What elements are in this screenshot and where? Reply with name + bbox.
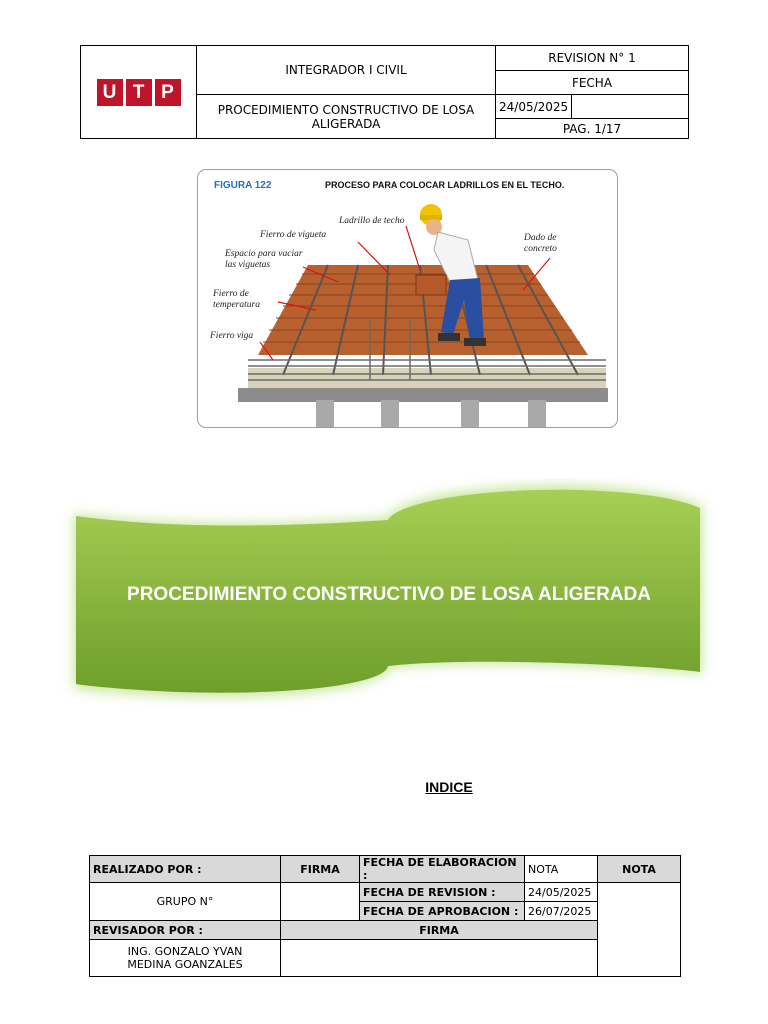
index-heading: INDICE bbox=[425, 779, 473, 795]
support-beam bbox=[238, 388, 608, 402]
firma-label: FIRMA bbox=[281, 856, 360, 883]
revisor-name: ING. GONZALO YVAN MEDINA GOANZALES bbox=[90, 940, 281, 977]
document-header-table bbox=[80, 45, 689, 139]
callout-fierro-vigueta: Fierro de vigueta bbox=[260, 230, 327, 240]
callout-dado: Dado de concreto bbox=[524, 233, 557, 254]
fecha-aprobacion-label: FECHA DE APROBACION : bbox=[360, 902, 525, 921]
figure-title: PROCESO PARA COLOCAR LADRILLOS EN EL TECHO. bbox=[325, 180, 565, 190]
callout-espacio: Espacio para vaciar las viguetas bbox=[225, 249, 303, 270]
approval-table bbox=[89, 855, 681, 977]
fecha-label: FECHA bbox=[496, 71, 689, 95]
fecha-elaboracion-label: FECHA DE ELABORACION : bbox=[360, 856, 525, 883]
firma-label-2: FIRMA bbox=[281, 921, 598, 940]
slab-edge bbox=[248, 368, 606, 388]
column-3 bbox=[461, 400, 479, 427]
header-date: 24/05/2025 bbox=[496, 95, 572, 119]
header-date-blank bbox=[572, 95, 689, 119]
logo-letter-u: U bbox=[97, 79, 123, 106]
fecha-aprobacion-value: 26/07/2025 bbox=[525, 902, 598, 921]
page-number: PAG. 1/17 bbox=[496, 119, 689, 139]
fecha-elaboracion-value: NOTA bbox=[525, 856, 598, 883]
brick-in-hand bbox=[416, 275, 446, 295]
banner-title: PROCEDIMIENTO CONSTRUCTIVO DE LOSA ALIGERADA bbox=[127, 584, 651, 605]
logo-letter-p: P bbox=[155, 79, 181, 106]
figure-number: FIGURA 122 bbox=[214, 180, 272, 191]
nota-blank bbox=[598, 883, 681, 977]
grupo-cell: GRUPO N° bbox=[90, 883, 281, 921]
callout-fierro-viga: Fierro viga bbox=[210, 331, 254, 341]
firma-blank bbox=[281, 883, 360, 921]
fecha-revision-value: 24/05/2025 bbox=[525, 883, 598, 902]
logo-letter-t: T bbox=[126, 79, 152, 106]
revision-number: REVISION N° 1 bbox=[496, 46, 689, 71]
utp-logo bbox=[81, 46, 197, 139]
fecha-revision-label: FECHA DE REVISION : bbox=[360, 883, 525, 902]
column-4 bbox=[528, 400, 546, 427]
revisador-label: REVISADOR POR : bbox=[90, 921, 281, 940]
nota-label: NOTA bbox=[598, 856, 681, 883]
callout-ladrillo: Ladrillo de techo bbox=[339, 216, 405, 226]
document-title: PROCEDIMIENTO CONSTRUCTIVO DE LOSA ALIGERADA bbox=[197, 95, 496, 139]
revisor-signature-blank bbox=[281, 940, 598, 977]
realizado-label: REALIZADO POR : bbox=[90, 856, 281, 883]
roof-brick-figure bbox=[197, 169, 618, 428]
callout-fierro-temperatura: Fierro de temperatura bbox=[213, 289, 260, 310]
course-name: INTEGRADOR I CIVIL bbox=[197, 46, 496, 95]
column-1 bbox=[316, 400, 334, 427]
column-2 bbox=[381, 400, 399, 427]
